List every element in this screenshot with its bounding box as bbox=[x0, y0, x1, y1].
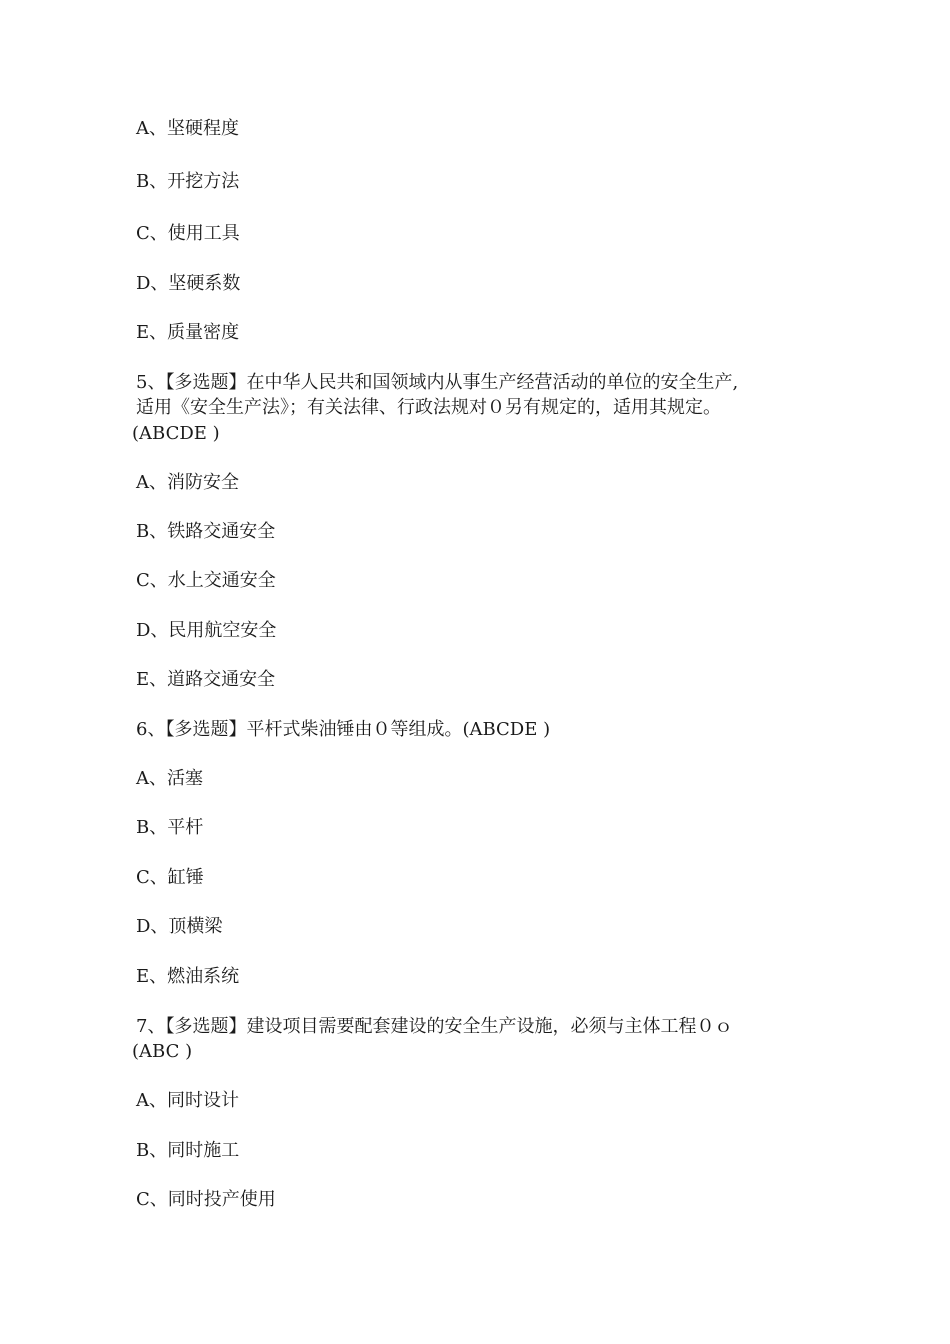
q6-option-d: D、顶横梁 bbox=[136, 916, 223, 937]
q4-option-e: E、质量密度 bbox=[136, 322, 240, 343]
q5-option-c: C、水上交通安全 bbox=[136, 570, 276, 591]
q4-option-b: B、开挖方法 bbox=[136, 171, 240, 192]
q4-option-d: D、坚硬系数 bbox=[136, 273, 241, 294]
q4-option-a: A、坚硬程度 bbox=[136, 118, 239, 139]
q7-option-b: B、同时施工 bbox=[136, 1140, 240, 1161]
q7-option-a: A、同时设计 bbox=[136, 1090, 239, 1111]
q6-option-a: A、活塞 bbox=[136, 768, 203, 789]
q6-option-b: B、平杆 bbox=[136, 817, 204, 838]
q7-question-line1: 7、【多选题】建设项目需要配套建设的安全生产设施，必须与主体工程０ｏ bbox=[136, 1016, 733, 1037]
q6-question-line1: 6、【多选题】平杆式柴油锤由０等组成。(ABCDE ) bbox=[136, 719, 551, 740]
q5-option-b: B、铁路交通安全 bbox=[136, 521, 276, 542]
q5-option-e: E、道路交通安全 bbox=[136, 669, 276, 690]
q5-option-a: A、消防安全 bbox=[136, 472, 239, 493]
q7-option-c: C、同时投产使用 bbox=[136, 1189, 276, 1210]
q5-option-d: D、民用航空安全 bbox=[136, 620, 277, 641]
q7-answer: (ABC ) bbox=[132, 1041, 193, 1062]
q5-question-line2: 适用《安全生产法》；有关法律、行政法规对０另有规定的，适用其规定。 bbox=[136, 397, 721, 418]
q5-question-line1: 5、【多选题】在中华人民共和国领域内从事生产经营活动的单位的安全生产, bbox=[136, 372, 739, 393]
q4-option-c: C、使用工具 bbox=[136, 223, 240, 244]
q5-answer: (ABCDE ) bbox=[132, 423, 220, 444]
q6-option-c: C、缸锤 bbox=[136, 867, 204, 888]
q6-option-e: E、燃油系统 bbox=[136, 966, 240, 987]
